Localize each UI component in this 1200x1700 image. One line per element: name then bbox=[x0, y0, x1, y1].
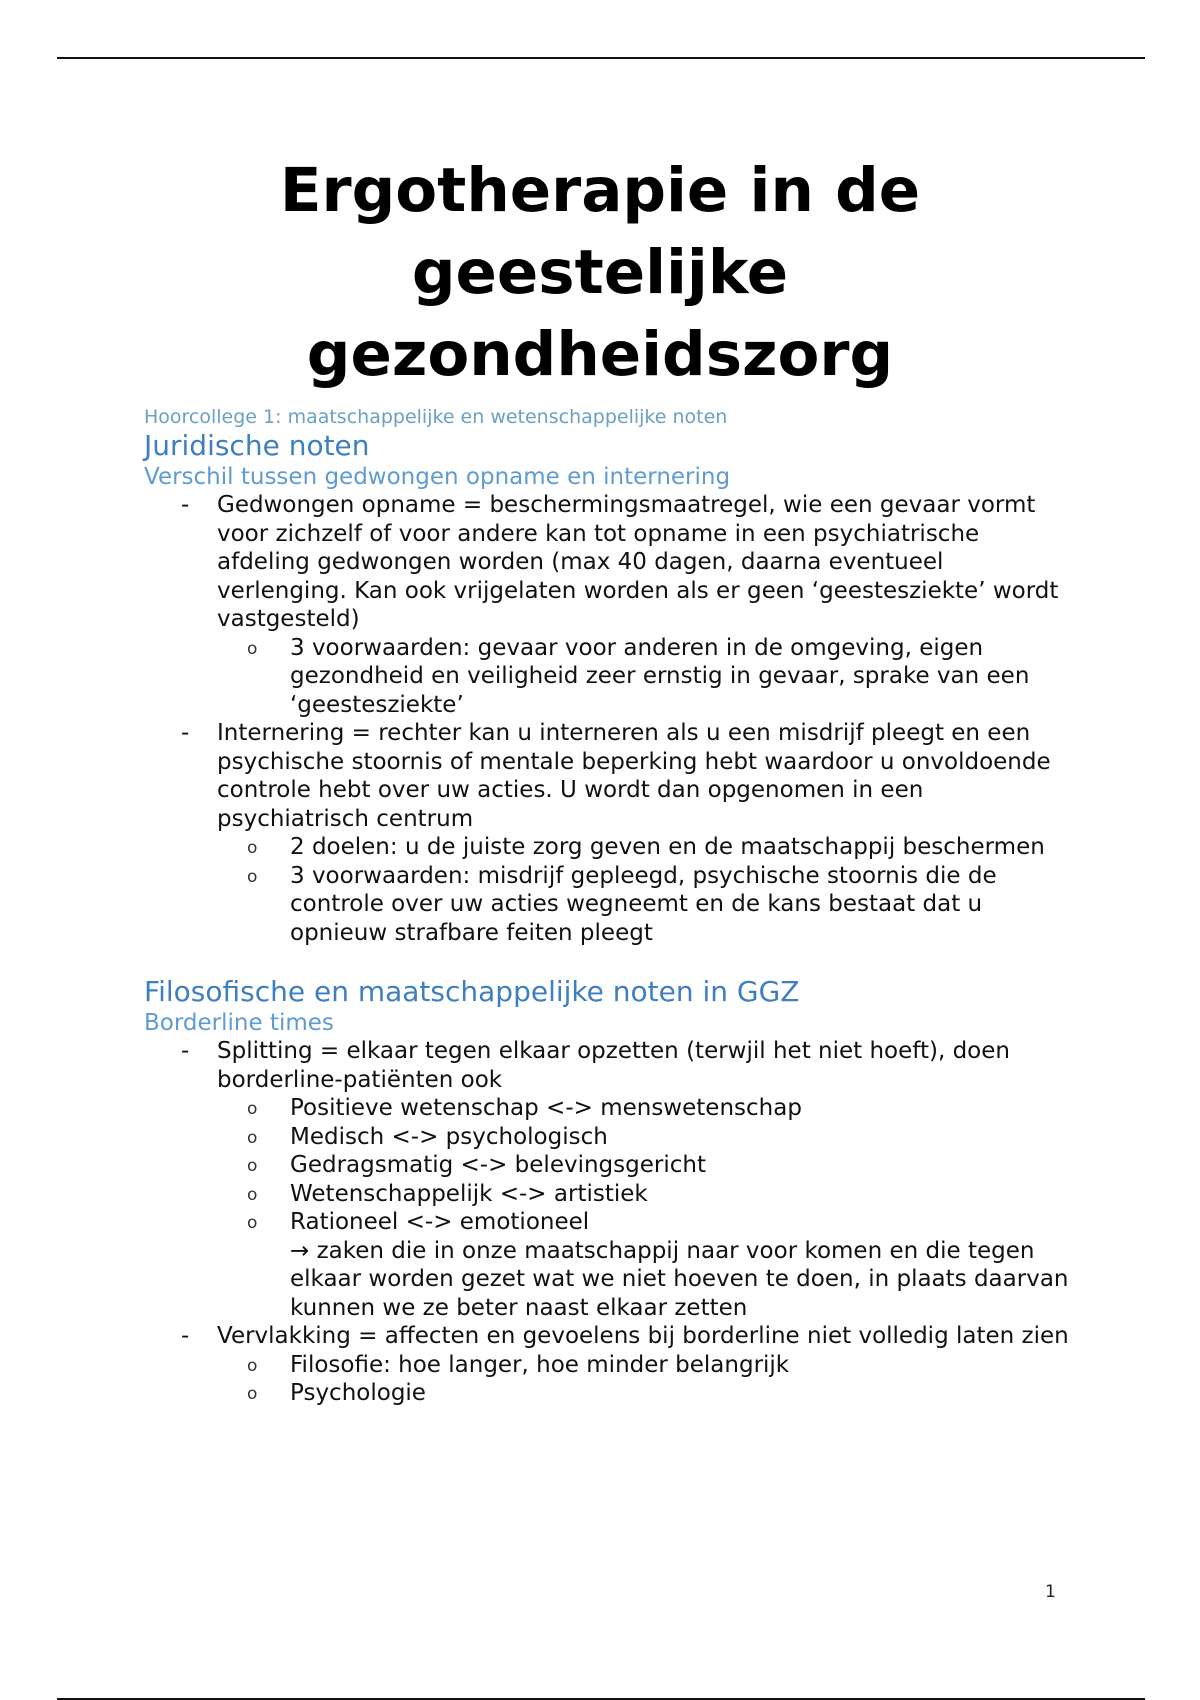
list-item-text: Gedwongen opname = beschermingsmaatregel, wie een gevaar vormt voor zichzelf of voor andere kan tot opname in een psychiatrische afdeling gedwongen worden (max 40 dagen, daarna eventueel verlenging. Kan ook vrijgelaten worden als er geen ‘geestesziekte’ wordt vastgesteld) bbox=[217, 492, 1059, 632]
circle-bullet-icon: o bbox=[247, 1156, 258, 1176]
circle-bullet-icon: o bbox=[247, 1355, 258, 1376]
sub-list-item-text: Medisch <-> psychologisch bbox=[290, 1123, 608, 1150]
circle-bullet-icon: o bbox=[247, 1099, 258, 1119]
sub-list-item bbox=[217, 634, 1074, 720]
sub-list-item-text: 3 voorwaarden: misdrijf gepleegd, psychische stoornis die de controle over uw acties wegneemt en de kans bestaat dat u opnieuw strafbare feiten pleegt bbox=[290, 862, 997, 946]
dash-bullet-icon: - bbox=[181, 492, 190, 518]
sub-list-item-text: Psychologie bbox=[290, 1380, 426, 1406]
sub-list-item bbox=[217, 1379, 1074, 1408]
sub-list-item-text: Wetenschappelijk <-> artistiek bbox=[290, 1180, 648, 1207]
list-item bbox=[144, 1037, 1074, 1322]
sub-list-item bbox=[217, 862, 1074, 948]
section-heading: Filosofische en maatschappelijke noten in GGZ bbox=[144, 975, 800, 1008]
circle-bullet-icon: o bbox=[247, 1184, 258, 1205]
sub-list-item bbox=[217, 1151, 1074, 1180]
section-heading: Juridische noten bbox=[144, 429, 370, 462]
document-title: Ergotherapie in de geestelijke gezondheidszorg bbox=[279, 155, 921, 390]
list-item bbox=[144, 1322, 1074, 1408]
sub-list bbox=[217, 1351, 1074, 1408]
document-body bbox=[144, 405, 1074, 1408]
circle-bullet-icon: o bbox=[247, 866, 258, 887]
sub-list-item-text: Gedragsmatig <-> belevingsgericht bbox=[290, 1152, 706, 1178]
lecture-label: Hoorcollege 1: maatschappelijke en wetenschappelijke noten bbox=[144, 406, 728, 428]
circle-bullet-icon: o bbox=[247, 638, 258, 659]
top-rule bbox=[57, 57, 1145, 59]
sub-list-item-text: 2 doelen: u de juiste zorg geven en de maatschappij beschermen bbox=[290, 834, 1045, 860]
bullet-list bbox=[144, 1037, 1074, 1408]
circle-bullet-icon: o bbox=[247, 1213, 258, 1233]
section-juridische-noten bbox=[144, 429, 1074, 947]
sub-list-item bbox=[217, 1180, 1074, 1209]
list-item-text: Vervlakking = affecten en gevoelens bij borderline niet volledig laten zien bbox=[217, 1323, 1069, 1349]
sub-list-item bbox=[217, 833, 1074, 862]
sub-list-item bbox=[217, 1208, 1074, 1322]
page-number: 1 bbox=[1045, 1582, 1056, 1602]
circle-bullet-icon: o bbox=[247, 1127, 258, 1148]
sub-list bbox=[217, 634, 1074, 720]
circle-bullet-icon: o bbox=[247, 1384, 258, 1404]
sub-list-item-text: Positieve wetenschap <-> menswetenschap bbox=[290, 1095, 802, 1121]
section-filosofische-noten bbox=[144, 975, 1074, 1408]
section-subheading: Borderline times bbox=[144, 1010, 334, 1036]
bullet-list bbox=[144, 491, 1074, 947]
circle-bullet-icon: o bbox=[247, 838, 258, 858]
arrow-continuation-text: → zaken die in onze maatschappij naar voor komen en die tegen elkaar worden gezet wat we niet hoeven te doen, in plaats daarvan kunnen we ze beter naast elkaar zetten bbox=[290, 1237, 1069, 1321]
list-item-text: Splitting = elkaar tegen elkaar opzetten (terwjil het niet hoeft), doen borderline-patiënten ook bbox=[217, 1038, 1010, 1093]
sub-list bbox=[217, 1094, 1074, 1322]
list-item bbox=[144, 719, 1074, 947]
dash-bullet-icon: - bbox=[181, 720, 190, 746]
list-item-text: Internering = rechter kan u interneren als u een misdrijf pleegt en een psychische stoornis of mentale beperking hebt waardoor u onvoldoende controle hebt over uw acties. U wordt dan opgenomen in een psychiatrisch centrum bbox=[217, 720, 1051, 832]
sub-list-item bbox=[217, 1123, 1074, 1152]
sub-list-item-text: Filosofie: hoe langer, hoe minder belangrijk bbox=[290, 1351, 790, 1378]
dash-bullet-icon: - bbox=[181, 1038, 190, 1064]
sub-list bbox=[217, 833, 1074, 947]
dash-bullet-icon: - bbox=[181, 1323, 190, 1349]
sub-list-item bbox=[217, 1094, 1074, 1123]
sub-list-item-text: 3 voorwaarden: gevaar voor anderen in de omgeving, eigen gezondheid en veiligheid zeer ernstig in gevaar, sprake van een ‘geestesziekte’ bbox=[290, 634, 1030, 718]
sub-list-item bbox=[217, 1351, 1074, 1380]
list-item bbox=[144, 491, 1074, 719]
sub-list-item-text: Rationeel <-> emotioneel bbox=[290, 1209, 590, 1235]
section-subheading: Verschil tussen gedwongen opname en internering bbox=[144, 464, 731, 490]
